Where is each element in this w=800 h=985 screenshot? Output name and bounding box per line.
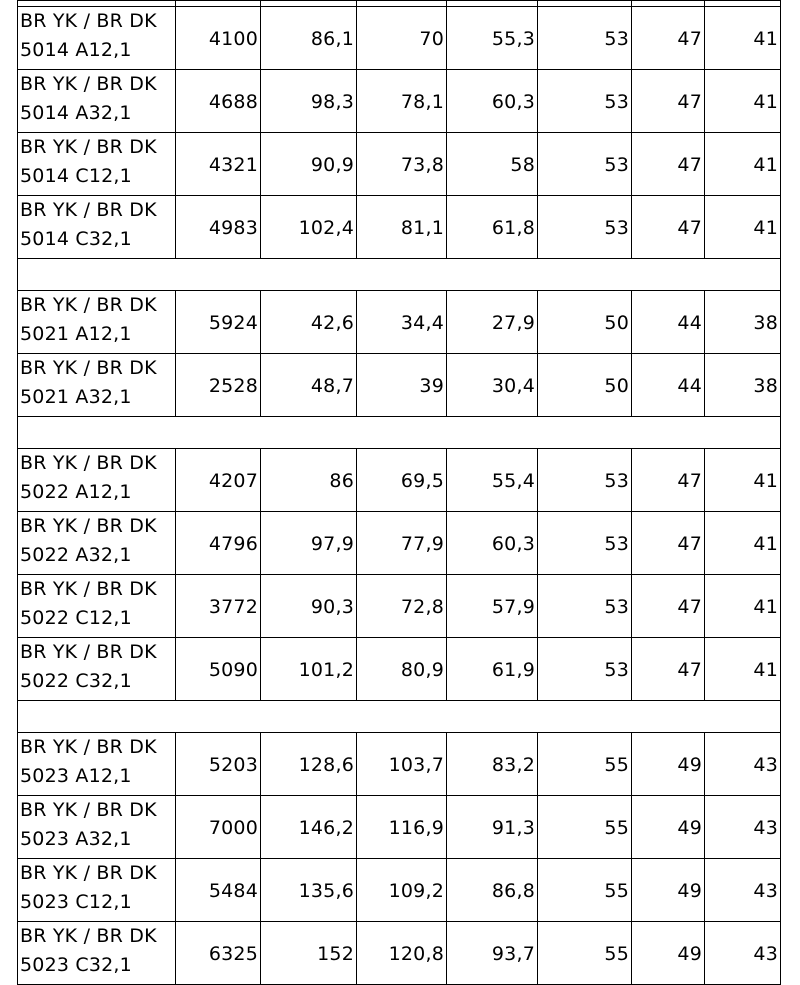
value-cell-col6: 47 bbox=[632, 512, 705, 575]
item-name-cell bbox=[18, 796, 176, 859]
value-cell-col7: 41 bbox=[705, 512, 781, 575]
value-cell-col3: 81,1 bbox=[357, 196, 447, 259]
value-cell-col1: 2528 bbox=[176, 354, 261, 417]
table-row bbox=[18, 796, 781, 859]
value-cell-col1: 5484 bbox=[176, 859, 261, 922]
value-cell-col5: 55 bbox=[538, 922, 632, 985]
data-table bbox=[17, 0, 781, 985]
item-name-line2: 5021 A32,1 bbox=[20, 386, 132, 408]
value-cell-col2: 152 bbox=[261, 922, 357, 985]
item-name-cell bbox=[18, 922, 176, 985]
value-cell-col7: 38 bbox=[705, 291, 781, 354]
table-group-separator bbox=[18, 259, 781, 291]
item-name-line2: 5022 A12,1 bbox=[20, 481, 132, 503]
table-row bbox=[18, 291, 781, 354]
value-cell-col7: 38 bbox=[705, 354, 781, 417]
item-name-line1: BR YK / BR DK bbox=[20, 578, 157, 600]
item-name-line1: BR YK / BR DK bbox=[20, 294, 157, 316]
value-cell-col1: 5203 bbox=[176, 733, 261, 796]
value-cell-col3: 120,8 bbox=[357, 922, 447, 985]
value-cell-col2: 90,3 bbox=[261, 575, 357, 638]
value-cell-col3: 109,2 bbox=[357, 859, 447, 922]
value-cell-col5: 53 bbox=[538, 638, 632, 701]
value-cell-col6: 47 bbox=[632, 133, 705, 196]
value-cell-col7: 41 bbox=[705, 449, 781, 512]
value-cell-col5: 53 bbox=[538, 512, 632, 575]
value-cell-col6: 47 bbox=[632, 449, 705, 512]
item-name-line2: 5022 A32,1 bbox=[20, 544, 132, 566]
item-name-cell bbox=[18, 70, 176, 133]
value-cell-col2: 146,2 bbox=[261, 796, 357, 859]
separator-cell bbox=[18, 259, 781, 291]
table-row bbox=[18, 196, 781, 259]
value-cell-col3: 34,4 bbox=[357, 291, 447, 354]
value-cell-col3: 69,5 bbox=[357, 449, 447, 512]
item-name-cell bbox=[18, 575, 176, 638]
value-cell-col4: 91,3 bbox=[447, 796, 538, 859]
value-cell-col7: 43 bbox=[705, 796, 781, 859]
value-cell-col5: 53 bbox=[538, 7, 632, 70]
value-cell-col1: 3772 bbox=[176, 575, 261, 638]
value-cell-col4: 83,2 bbox=[447, 733, 538, 796]
table-row bbox=[18, 354, 781, 417]
value-cell-col1: 5090 bbox=[176, 638, 261, 701]
table-row bbox=[18, 733, 781, 796]
value-cell-col2: 128,6 bbox=[261, 733, 357, 796]
item-name-cell bbox=[18, 512, 176, 575]
value-cell-col7: 41 bbox=[705, 70, 781, 133]
value-cell-col5: 55 bbox=[538, 796, 632, 859]
value-cell-col3: 77,9 bbox=[357, 512, 447, 575]
value-cell-col4: 60,3 bbox=[447, 512, 538, 575]
value-cell-col1: 4688 bbox=[176, 70, 261, 133]
item-name-line1: BR YK / BR DK bbox=[20, 799, 157, 821]
value-cell-col2: 90,9 bbox=[261, 133, 357, 196]
value-cell-col6: 47 bbox=[632, 7, 705, 70]
value-cell-col2: 101,2 bbox=[261, 638, 357, 701]
value-cell-col3: 116,9 bbox=[357, 796, 447, 859]
value-cell-col4: 60,3 bbox=[447, 70, 538, 133]
value-cell-col2: 42,6 bbox=[261, 291, 357, 354]
value-cell-col4: 55,3 bbox=[447, 7, 538, 70]
item-name-line1: BR YK / BR DK bbox=[20, 10, 157, 32]
value-cell-col7: 41 bbox=[705, 638, 781, 701]
value-cell-col1: 4207 bbox=[176, 449, 261, 512]
value-cell-col4: 61,9 bbox=[447, 638, 538, 701]
item-name-line2: 5014 A12,1 bbox=[20, 39, 132, 61]
value-cell-col2: 102,4 bbox=[261, 196, 357, 259]
value-cell-col4: 57,9 bbox=[447, 575, 538, 638]
value-cell-col6: 44 bbox=[632, 291, 705, 354]
table-row bbox=[18, 7, 781, 70]
item-name-line1: BR YK / BR DK bbox=[20, 641, 157, 663]
table-row bbox=[18, 922, 781, 985]
item-name-cell bbox=[18, 354, 176, 417]
item-name-cell bbox=[18, 859, 176, 922]
item-name-line1: BR YK / BR DK bbox=[20, 515, 157, 537]
item-name-cell bbox=[18, 638, 176, 701]
item-name-line2: 5023 C12,1 bbox=[20, 891, 132, 913]
item-name-line2: 5022 C12,1 bbox=[20, 607, 132, 629]
value-cell-col5: 55 bbox=[538, 733, 632, 796]
value-cell-col7: 41 bbox=[705, 196, 781, 259]
value-cell-col1: 5924 bbox=[176, 291, 261, 354]
value-cell-col7: 41 bbox=[705, 133, 781, 196]
value-cell-col6: 44 bbox=[632, 354, 705, 417]
value-cell-col2: 98,3 bbox=[261, 70, 357, 133]
value-cell-col4: 58 bbox=[447, 133, 538, 196]
item-name-cell bbox=[18, 133, 176, 196]
item-name-line2: 5023 A32,1 bbox=[20, 828, 132, 850]
value-cell-col3: 78,1 bbox=[357, 70, 447, 133]
item-name-cell bbox=[18, 733, 176, 796]
value-cell-col4: 55,4 bbox=[447, 449, 538, 512]
table-group-separator bbox=[18, 701, 781, 733]
item-name-line1: BR YK / BR DK bbox=[20, 925, 157, 947]
item-name-cell bbox=[18, 291, 176, 354]
item-name-cell bbox=[18, 196, 176, 259]
value-cell-col4: 86,8 bbox=[447, 859, 538, 922]
value-cell-col5: 53 bbox=[538, 449, 632, 512]
table-row bbox=[18, 133, 781, 196]
value-cell-col2: 97,9 bbox=[261, 512, 357, 575]
value-cell-col7: 41 bbox=[705, 7, 781, 70]
item-name-line1: BR YK / BR DK bbox=[20, 199, 157, 221]
value-cell-col6: 49 bbox=[632, 796, 705, 859]
value-cell-col6: 49 bbox=[632, 733, 705, 796]
item-name-line2: 5014 A32,1 bbox=[20, 102, 132, 124]
item-name-line1: BR YK / BR DK bbox=[20, 452, 157, 474]
table-row bbox=[18, 638, 781, 701]
value-cell-col4: 93,7 bbox=[447, 922, 538, 985]
value-cell-col4: 61,8 bbox=[447, 196, 538, 259]
value-cell-col5: 50 bbox=[538, 291, 632, 354]
item-name-line1: BR YK / BR DK bbox=[20, 357, 157, 379]
item-name-line1: BR YK / BR DK bbox=[20, 136, 157, 158]
value-cell-col7: 41 bbox=[705, 575, 781, 638]
item-name-line1: BR YK / BR DK bbox=[20, 862, 157, 884]
item-name-line1: BR YK / BR DK bbox=[20, 73, 157, 95]
table-row bbox=[18, 449, 781, 512]
item-name-cell bbox=[18, 449, 176, 512]
value-cell-col5: 50 bbox=[538, 354, 632, 417]
value-cell-col6: 49 bbox=[632, 922, 705, 985]
value-cell-col6: 47 bbox=[632, 575, 705, 638]
item-name-cell bbox=[18, 7, 176, 70]
value-cell-col3: 80,9 bbox=[357, 638, 447, 701]
value-cell-col4: 27,9 bbox=[447, 291, 538, 354]
value-cell-col1: 4321 bbox=[176, 133, 261, 196]
value-cell-col7: 43 bbox=[705, 859, 781, 922]
value-cell-col6: 47 bbox=[632, 638, 705, 701]
separator-cell bbox=[18, 417, 781, 449]
item-name-line2: 5022 C32,1 bbox=[20, 670, 132, 692]
table-group-separator bbox=[18, 417, 781, 449]
value-cell-col3: 103,7 bbox=[357, 733, 447, 796]
value-cell-col1: 4100 bbox=[176, 7, 261, 70]
value-cell-col5: 53 bbox=[538, 196, 632, 259]
item-name-line2: 5014 C12,1 bbox=[20, 165, 132, 187]
value-cell-col2: 86,1 bbox=[261, 7, 357, 70]
value-cell-col7: 43 bbox=[705, 922, 781, 985]
item-name-line2: 5021 A12,1 bbox=[20, 323, 132, 345]
value-cell-col5: 53 bbox=[538, 575, 632, 638]
item-name-line2: 5023 A12,1 bbox=[20, 765, 132, 787]
item-name-line1: BR YK / BR DK bbox=[20, 736, 157, 758]
value-cell-col3: 39 bbox=[357, 354, 447, 417]
value-cell-col2: 48,7 bbox=[261, 354, 357, 417]
value-cell-col1: 6325 bbox=[176, 922, 261, 985]
value-cell-col3: 70 bbox=[357, 7, 447, 70]
table-row bbox=[18, 859, 781, 922]
value-cell-col2: 86 bbox=[261, 449, 357, 512]
value-cell-col1: 7000 bbox=[176, 796, 261, 859]
value-cell-col1: 4983 bbox=[176, 196, 261, 259]
value-cell-col5: 53 bbox=[538, 70, 632, 133]
value-cell-col5: 55 bbox=[538, 859, 632, 922]
table-row bbox=[18, 575, 781, 638]
value-cell-col4: 30,4 bbox=[447, 354, 538, 417]
value-cell-col6: 47 bbox=[632, 70, 705, 133]
value-cell-col1: 4796 bbox=[176, 512, 261, 575]
value-cell-col5: 53 bbox=[538, 133, 632, 196]
value-cell-col7: 43 bbox=[705, 733, 781, 796]
table-row bbox=[18, 70, 781, 133]
item-name-line2: 5014 C32,1 bbox=[20, 228, 132, 250]
value-cell-col3: 73,8 bbox=[357, 133, 447, 196]
value-cell-col3: 72,8 bbox=[357, 575, 447, 638]
value-cell-col2: 135,6 bbox=[261, 859, 357, 922]
item-name-line2: 5023 C32,1 bbox=[20, 954, 132, 976]
value-cell-col6: 47 bbox=[632, 196, 705, 259]
separator-cell bbox=[18, 701, 781, 733]
table-row bbox=[18, 512, 781, 575]
value-cell-col6: 49 bbox=[632, 859, 705, 922]
